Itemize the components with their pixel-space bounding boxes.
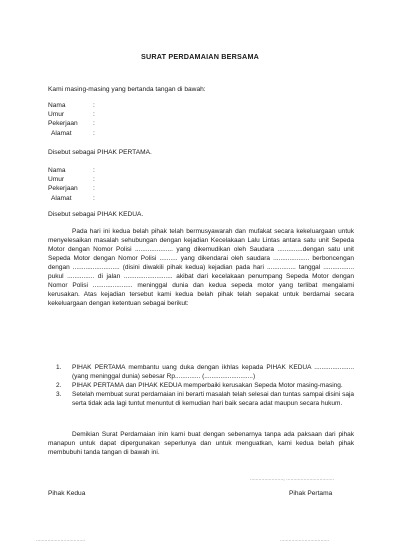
field-label: Alamat <box>51 194 72 202</box>
signature-label-left: Pihak Kedua <box>48 490 86 497</box>
list-item-number: 3. <box>56 391 62 399</box>
field-label: Nama <box>48 102 66 109</box>
list-item <box>48 363 354 381</box>
field-colon: : <box>93 185 95 193</box>
body-paragraph-text: Pada hari ini kedua belah pihak telah bermusyawarah dan mufakat secara kekeluargaan untuk menyelesaikan masalah sehubungan dengan kejadian Kecelakaan Lalu Lintas antara satu unit Sepeda Motor dengan Nomor Polisi ..................... yang dikemudikan oleh Saudara ..............dengan satu unit Sepeda Motor dengan Nomor Polisi .......... yang dikendarai oleh saudara .................... berboncengan dengan .......................... (disini diwakili pihak kedua) kejadian pada hari ................ tanggal ................. pukul ............... di jalan ........................... akibat dari kecelakaan penumpang Sepeda Motor dengan Nomor Polisi ...................... meninggal dunia dan kedua sepeda motor yang terlibat mengalami kerusakan. Atas kejadian tersebut kami kedua belah pihak telah sepakat untuk berdamai secara kekeluargaan dengan ketentuan sebagai berikut: <box>48 228 354 308</box>
document-title: SURAT PERDAMAIAN BERSAMA <box>140 52 260 61</box>
field-colon: : <box>93 167 95 174</box>
list-item-number: 2. <box>56 382 62 390</box>
closing-paragraph-text: Demikian Surat Perdamaian inin kami buat dengan sebenarnya tanpa ada paksaan dari pihak manapun untuk dapat dipergunakan seperlunya dan untuk menguatkan, kami kedua belah pihak membubuhi tanda tangan di bawah ini. <box>48 431 354 457</box>
field-label: Alamat <box>51 129 72 137</box>
terms-list <box>48 363 354 408</box>
party1-fields <box>48 101 168 141</box>
list-item <box>48 381 354 390</box>
place-date-line: ......................., ................................. <box>250 476 335 481</box>
intro-text: Kami masing-masing yang bertanda tangan di bawah: <box>48 86 206 93</box>
field-colon: : <box>93 120 95 128</box>
list-item-text: Setelah membuat surat perdamaian ini berarti masalah telah selesai dan tuntas sampai disini saja serta tidak ada lagi tuntut menuntut di kemudian hari baik secara adat maupun secara hukum. <box>72 391 354 408</box>
party2-fields <box>48 166 168 206</box>
list-item-number: 1. <box>56 364 62 371</box>
closing-paragraph <box>48 430 354 457</box>
field-colon: : <box>93 194 95 202</box>
field-colon: : <box>93 111 95 119</box>
party2-caption: Disebut sebagai PIHAK KEDUA. <box>48 211 144 218</box>
field-colon: : <box>93 102 95 109</box>
list-item <box>48 390 354 408</box>
signature-line-left: .................................. <box>36 537 86 542</box>
body-paragraph <box>48 227 354 308</box>
field-colon: : <box>93 176 95 184</box>
party1-caption: Disebut sebagai PIHAK PERTAMA. <box>48 149 152 156</box>
field-label: Umur <box>48 111 65 119</box>
field-label: Pekerjaan <box>48 120 78 128</box>
field-label: Pekerjaan <box>48 185 78 193</box>
field-label: Umur <box>48 176 65 184</box>
signature-label-right: Pihak Pertama <box>289 490 333 497</box>
list-item-text: PIHAK PERTAMA dan PIHAK KEDUA memperbaiki kerusakan Sepeda Motor masing-masing. <box>72 382 343 390</box>
signature-line-right: .................................. <box>280 537 330 542</box>
list-item-text: PIHAK PERTAMA membantu uang duka dengan ikhlas kepada PIHAK KEDUA ...................... (yang meninggal dunia) sebesar Rp.............. (...........................) <box>72 364 354 381</box>
field-label: Nama <box>48 167 66 174</box>
field-colon: : <box>93 129 95 137</box>
